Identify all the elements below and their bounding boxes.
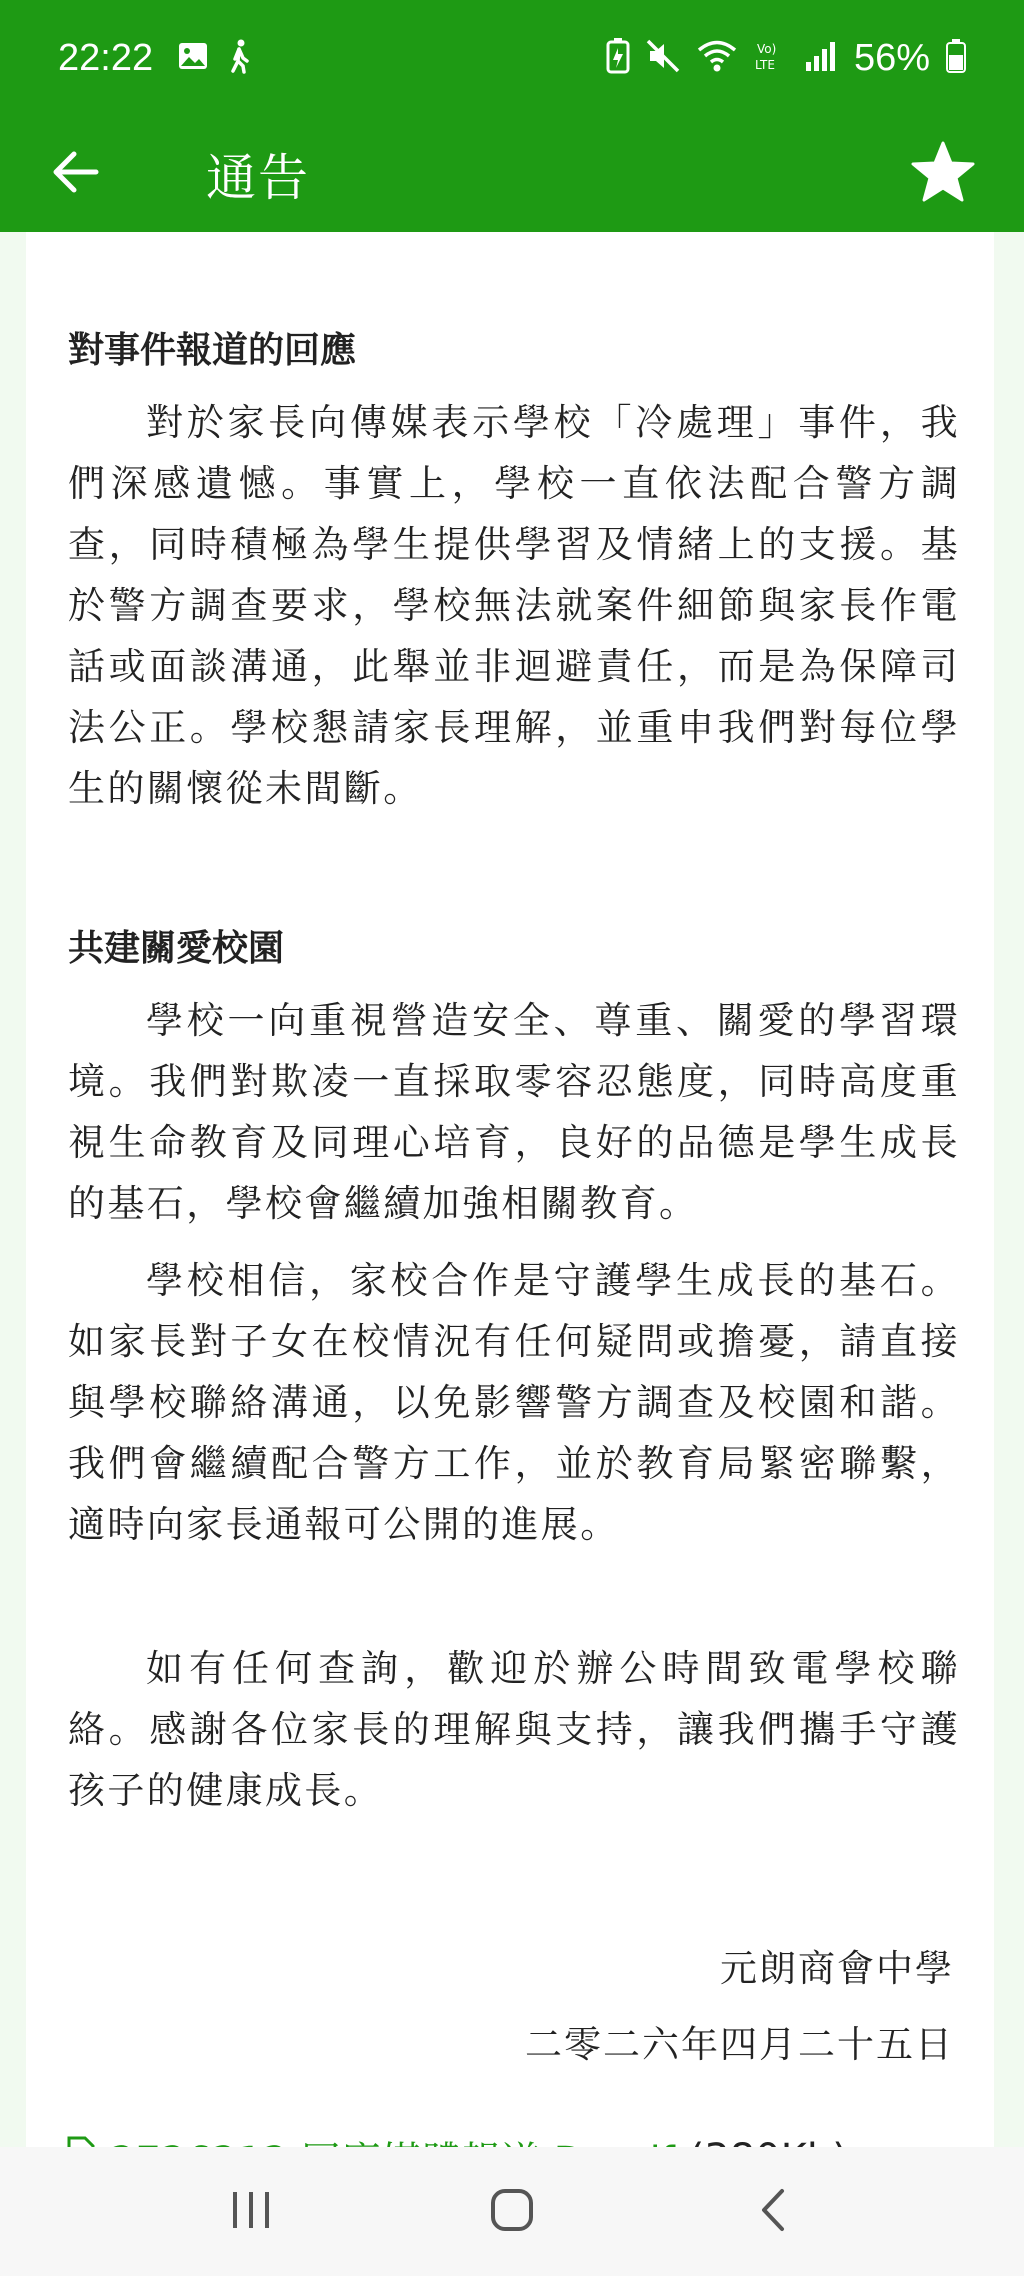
closing-paragraph: 如有任何查詢，歡迎於辦公時間致電學校聯絡。感謝各位家長的理解與支持，讓我們攜手守護孩子的健康成長。	[68, 1647, 960, 1812]
section-paragraph: 學校相信，家校合作是守護學生成長的基石。如家長對子女在校情況有任何疑問或擔憂，請直接與學校聯絡溝通，以免影響警方調查及校園和諧。我們會繼續配合警方工作，並於教育局緊密聯繫，適時向家長通報可公開的進展。	[68, 1259, 960, 1546]
app-bar	[0, 116, 1024, 232]
star-icon	[911, 141, 975, 207]
notice-date: 二零二六年四月二十五日	[525, 2023, 954, 2066]
wifi-icon	[696, 39, 738, 78]
svg-text:LTE: LTE	[754, 57, 775, 72]
section-heading: 共建關愛校園	[68, 928, 285, 969]
recent-apps-icon	[229, 2190, 273, 2234]
page-title: 通告	[206, 149, 310, 207]
back-arrow-icon	[52, 150, 100, 198]
svg-text:Vo): Vo)	[756, 41, 777, 56]
school-name: 元朗商會中學	[720, 1947, 954, 1990]
battery-icon	[946, 39, 966, 78]
status-bar	[0, 0, 1024, 116]
favorite-button[interactable]	[908, 139, 978, 209]
back-button[interactable]	[46, 144, 106, 204]
navigation-bar	[0, 2147, 1024, 2276]
mute-icon	[646, 39, 680, 78]
signal-icon	[804, 40, 838, 77]
home-icon	[489, 2187, 535, 2237]
battery-saver-icon	[606, 38, 630, 79]
system-back-button[interactable]	[733, 2172, 813, 2252]
status-time: 22:22	[58, 36, 154, 79]
home-button[interactable]	[472, 2172, 552, 2252]
notice-content	[26, 232, 994, 2147]
walking-icon	[227, 39, 253, 78]
volte-icon	[754, 39, 788, 78]
top-bar	[0, 0, 1024, 232]
section-heading: 對事件報道的回應	[68, 330, 357, 371]
section-paragraph: 對於家長向傳媒表示學校「冷處理」事件，我們深感遺憾。事實上，學校一直依法配合警方調查，同時積極為學生提供學習及情緒上的支援。基於警方調查要求，學校無法就案件細節與家長作電話或面談溝通，此舉並非迴避責任，而是為保障司法公正。學校懇請家長理解，並重申我們對每位學生的關懷從未間斷。	[68, 401, 960, 810]
gallery-icon	[177, 40, 209, 77]
battery-percent: 56%	[853, 36, 930, 79]
section-paragraph: 學校一向重視營造安全、尊重、關愛的學習環境。我們對欺凌一直採取零容忍態度，同時高度重視生命教育及同理心培育，良好的品德是學生成長的基石，學校會繼續加強相關教育。	[68, 999, 960, 1225]
back-icon	[758, 2187, 788, 2237]
recent-apps-button[interactable]	[211, 2172, 291, 2252]
